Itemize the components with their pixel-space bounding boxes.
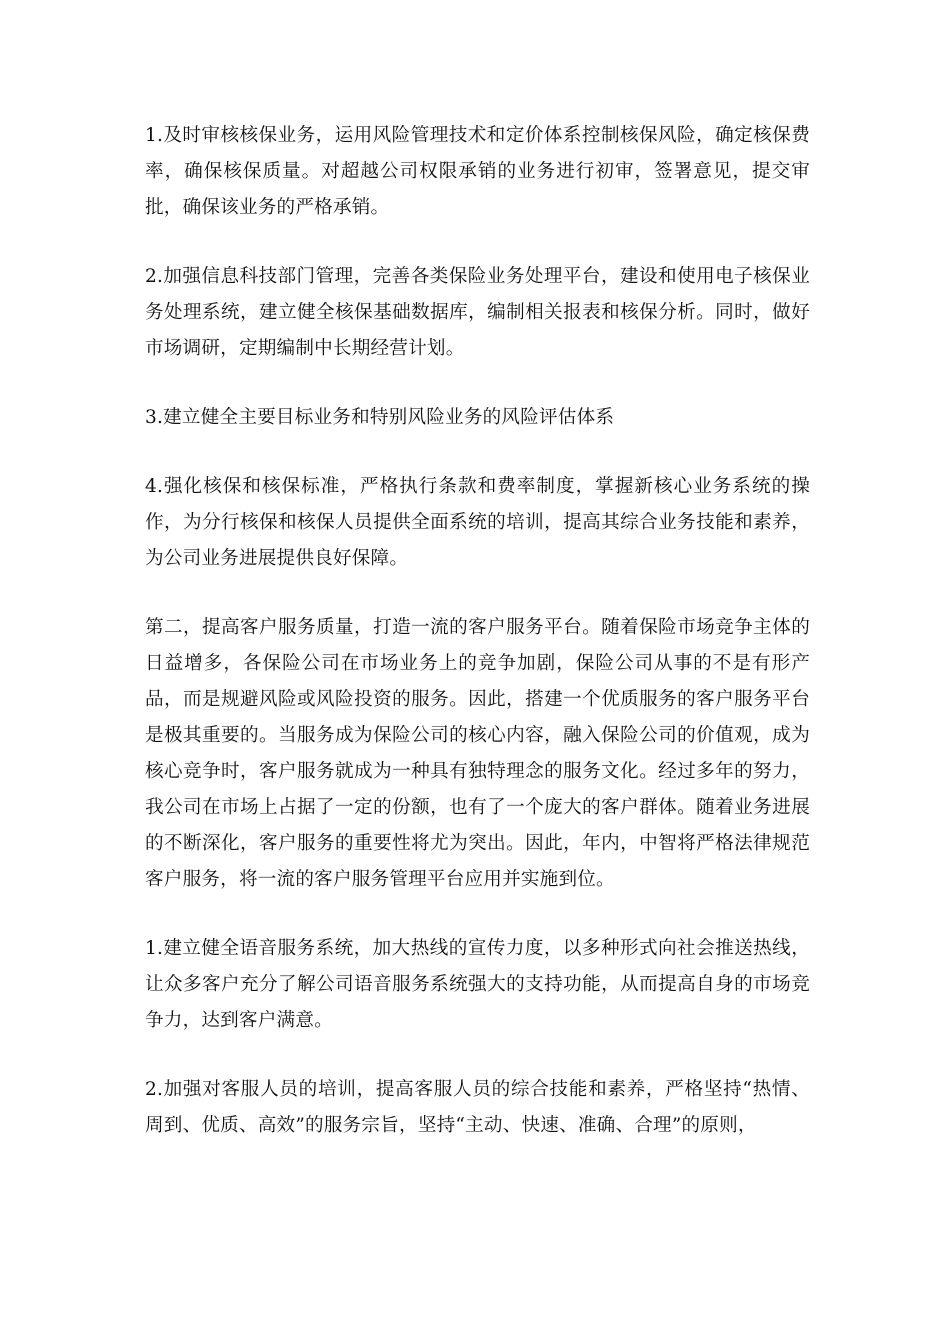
- paragraph-underwriting-standards: 4.强化核保和核保标准，严格执行条款和费率制度，掌握新核心业务系统的操作，为分行核保和核保人员提供全面系统的培训，提高其综合业务技能和素养，为公司业务进展提供良好保障。: [145, 476, 810, 569]
- paragraph-it-management: 2.加强信息科技部门管理，完善各类保险业务处理平台，建设和使用电子核保业务处理系统，建立健全核保基础数据库，编制相关报表和核保分析。同时，做好市场调研，定期编制中长期经营计划。: [145, 266, 810, 359]
- paragraph-customer-service-quality: 第二，提高客户服务质量，打造一流的客户服务平台。随着保险市场竞争主体的日益增多，各保险公司在市场业务上的竞争加剧，保险公司从事的不是有形产品，而是规避风险或风险投资的服务。因此，搭建一个优质服务的客户服务平台是极其重要的。当服务成为保险公司的核心内容，融入保险公司的价值观，成为核心竞争时，客户服务就成为一种具有独特理念的服务文化。经过多年的努力，我公司在市场上占据了一定的份额，也有了一个庞大的客户群体。随着业务进展的不断深化，客户服务的重要性将尤为突出。因此，年内，中智将严格法律规范客户服务，将一流的客户服务管理平台应用并实施到位。: [145, 617, 810, 890]
- document-body: [145, 118, 810, 1177]
- paragraph-staff-training: 2.加强对客服人员的培训，提高客服人员的综合技能和素养，严格坚持“热情、周到、优质、高效”的服务宗旨，坚持“主动、快速、准确、合理”的原则，: [145, 1079, 810, 1136]
- paragraph-voice-service-system: 1.建立健全语音服务系统，加大热线的宣传力度，以多种形式向社会推送热线，让众多客户充分了解公司语音服务系统强大的支持功能，从而提高自身的市场竞争力，达到客户满意。: [145, 938, 810, 1031]
- paragraph-risk-assessment: 3.建立健全主要目标业务和特别风险业务的风险评估体系: [145, 407, 615, 428]
- paragraph-underwriting-review: 1.及时审核核保业务，运用风险管理技术和定价体系控制核保风险，确定核保费率，确保核保质量。对超越公司权限承销的业务进行初审，签署意见，提交审批，确保该业务的严格承销。: [145, 125, 810, 218]
